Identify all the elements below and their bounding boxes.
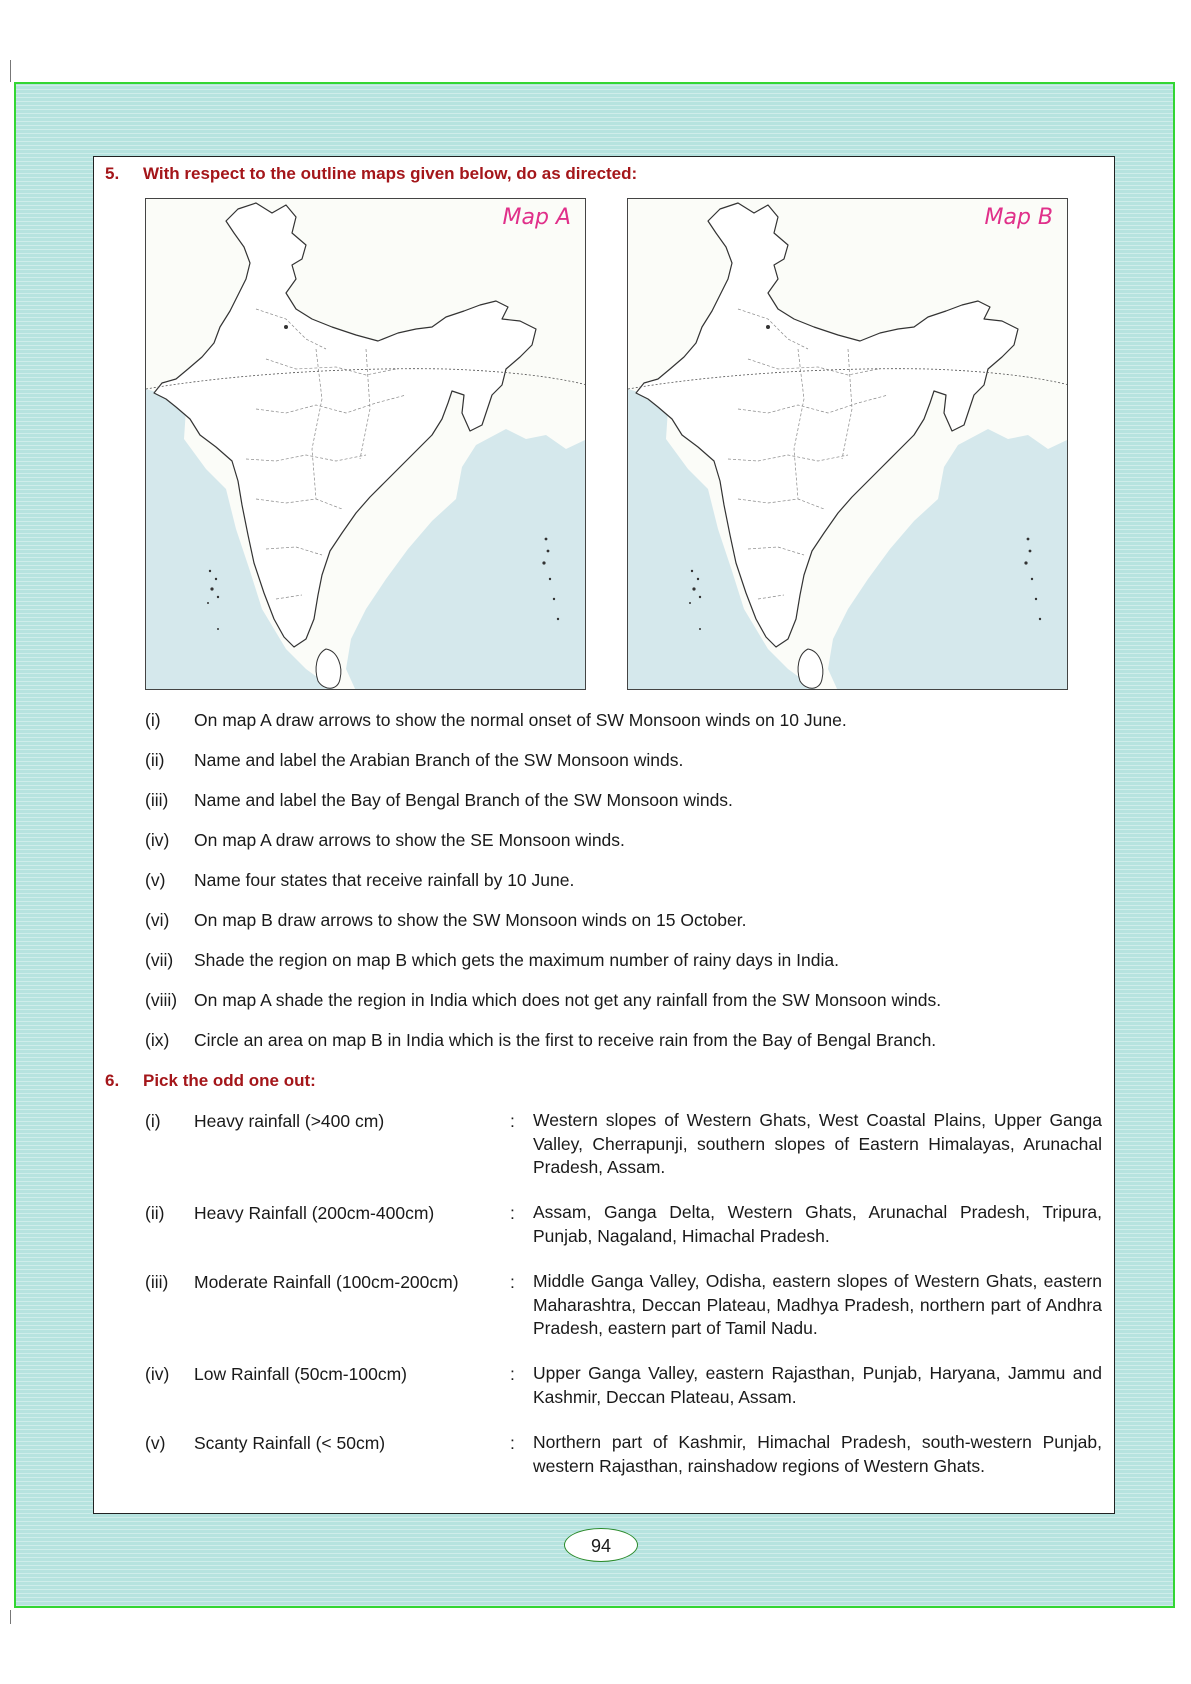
separator-colon: : — [510, 1272, 515, 1292]
rainfall-category: Scanty Rainfall (< 50cm) — [194, 1433, 386, 1453]
india-outline-map-b — [627, 198, 1068, 690]
question-number: 6. — [105, 1071, 120, 1090]
item-text: On map A shade the region in India which does not get any rainfall from the SW Monsoon winds. — [194, 990, 942, 1010]
option-list: Upper Ganga Valley, eastern Rajasthan, Punjab, Haryana, Jammu and Kashmir, Deccan Plateau, Assam. — [533, 1363, 1102, 1407]
item-text: Name and label the Arabian Branch of the SW Monsoon winds. — [194, 750, 684, 770]
row-numeral: (iii) — [145, 1272, 169, 1292]
rainfall-category: Moderate Rainfall (100cm-200cm) — [194, 1272, 459, 1292]
row-numeral: (i) — [145, 1111, 161, 1131]
item-text: Name four states that receive rainfall by 10 June. — [194, 870, 575, 890]
rainfall-category: Low Rainfall (50cm-100cm) — [194, 1364, 407, 1384]
item-numeral: (i) — [145, 710, 161, 730]
question-text: With respect to the outline maps given below, do as directed: — [143, 164, 638, 183]
rainfall-category: Heavy Rainfall (200cm-400cm) — [194, 1203, 435, 1223]
item-text: Circle an area on map B in India which is the first to receive rain from the Bay of Bengal Branch. — [194, 1030, 937, 1050]
item-text: On map B draw arrows to show the SW Monsoon winds on 15 October. — [194, 910, 747, 930]
row-numeral: (ii) — [145, 1203, 165, 1223]
item-text: Shade the region on map B which gets the maximum number of rainy days in India. — [194, 950, 839, 970]
option-list: Western slopes of Western Ghats, West Coastal Plains, Upper Ganga Valley, Cherrapunji, southern slopes of Eastern Himalayas, Arunachal Pradesh, Assam. — [533, 1110, 1102, 1177]
item-numeral: (iv) — [145, 830, 170, 850]
rainfall-category: Heavy rainfall (>400 cm) — [194, 1111, 385, 1131]
row-numeral: (v) — [145, 1433, 166, 1453]
item-numeral: (v) — [145, 870, 166, 890]
separator-colon: : — [510, 1364, 515, 1384]
item-numeral: (viii) — [145, 990, 178, 1010]
item-numeral: (ii) — [145, 750, 165, 770]
item-text: On map A draw arrows to show the normal onset of SW Monsoon winds on 10 June. — [194, 710, 847, 730]
option-list: Northern part of Kashmir, Himachal Pradesh, south-western Punjab, western Rajasthan, rainshadow regions of Western Ghats. — [533, 1432, 1102, 1476]
item-numeral: (vi) — [145, 910, 170, 930]
crop-mark — [10, 1610, 11, 1624]
item-text: Name and label the Bay of Bengal Branch of the SW Monsoon winds. — [194, 790, 733, 810]
item-numeral: (vii) — [145, 950, 174, 970]
item-numeral: (iii) — [145, 790, 169, 810]
separator-colon: : — [510, 1111, 515, 1131]
separator-colon: : — [510, 1433, 515, 1453]
question-text: Pick the odd one out: — [143, 1071, 316, 1090]
india-outline-map-a — [145, 198, 586, 690]
page-number: 94 — [564, 1528, 638, 1562]
item-numeral: (ix) — [145, 1030, 170, 1050]
option-list: Middle Ganga Valley, Odisha, eastern slopes of Western Ghats, eastern Maharashtra, Deccan Plateau, Madhya Pradesh, northern part of Andhra Pradesh, eastern part of Tamil Nadu. — [533, 1271, 1102, 1338]
crop-mark — [10, 60, 11, 82]
map-a-label: Map A — [502, 205, 571, 230]
separator-colon: : — [510, 1203, 515, 1223]
option-list: Assam, Ganga Delta, Western Ghats, Arunachal Pradesh, Tripura, Punjab, Nagaland, Himachal Pradesh. — [533, 1202, 1102, 1246]
item-text: On map A draw arrows to show the SE Monsoon winds. — [194, 830, 625, 850]
question-number: 5. — [105, 164, 120, 183]
map-b-label: Map B — [984, 205, 1053, 230]
row-numeral: (iv) — [145, 1364, 170, 1384]
